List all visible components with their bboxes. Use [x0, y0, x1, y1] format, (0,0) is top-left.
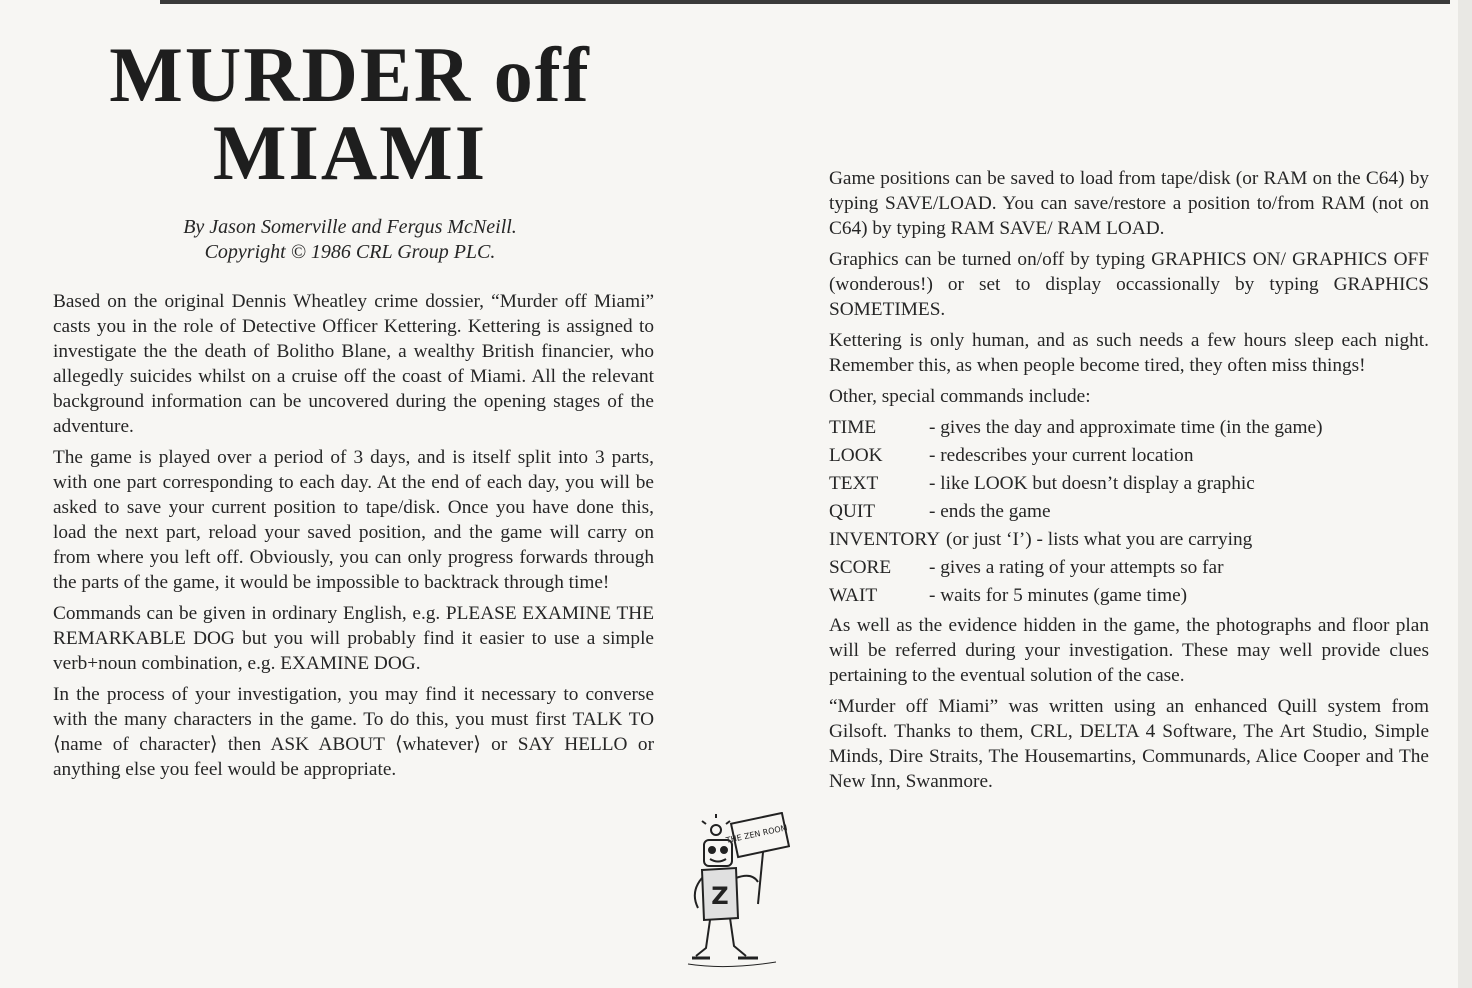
command-row — [829, 583, 1429, 608]
author-credit: By Jason Somerville and Fergus McNeill. — [183, 216, 517, 238]
left-column — [53, 289, 654, 788]
command-row — [829, 527, 1429, 552]
paragraph-credits: “Murder off Miami” was written using an enhanced Quill system from Gilsoft. Thanks to them, CRL, DELTA 4 Software, The Art Studio, Simple Minds, Dire Straits, The Housemartins, Communards, Alice Cooper and The New Inn, Swanmore. — [829, 696, 1429, 792]
byline — [50, 215, 650, 265]
title-line-2: MIAMI — [212, 109, 488, 196]
mascot-chest-letter: Z — [711, 882, 729, 910]
command-desc: - waits for 5 minutes (game time) — [929, 585, 1188, 606]
paragraph-evidence: As well as the evidence hidden in the game, the photographs and floor plan will be referred during your investigation. These may well provide clues pertaining to the eventual solution of the case. — [829, 615, 1429, 686]
scan-top-edge — [160, 0, 1450, 4]
command-row — [829, 499, 1429, 524]
command-desc: - ends the game — [929, 501, 1051, 522]
command-key: QUIT — [829, 501, 876, 522]
zen-room-mascot-icon — [686, 812, 790, 970]
command-desc: - gives the day and approximate time (in the game) — [929, 417, 1323, 438]
paragraph-commands: Commands can be given in ordinary English, e.g. PLEASE EXAMINE THE REMARKABLE DOG but you will probably find it easier to use a simple verb+noun combination, e.g. EXAMINE DOG. — [53, 603, 654, 674]
command-desc: - redescribes your current location — [929, 445, 1194, 466]
command-key: TIME — [829, 417, 877, 438]
command-row — [829, 415, 1429, 440]
command-row — [829, 443, 1429, 468]
command-key: LOOK — [829, 445, 883, 466]
right-column — [829, 166, 1429, 800]
command-key: TEXT — [829, 473, 879, 494]
paragraph-sleep: Kettering is only human, and as such needs a few hours sleep each night. Remember this, as when people become tired, they often miss things! — [829, 330, 1429, 376]
mascot-sign-text: THE ZEN ROOM — [725, 823, 789, 846]
command-key: INVENTORY — [829, 529, 941, 550]
scan-right-edge — [1458, 0, 1472, 988]
command-desc: (or just ‘I’) - lists what you are carrying — [946, 529, 1253, 550]
paragraph-game-parts: The game is played over a period of 3 days, and is itself split into 3 parts, with one part corresponding to each day. At the end of each day, you will be asked to save your current position to tape/disk. Once you have done this, load the next part, reload your saved position, and the game will carry on from where you left off. Obviously, you can only progress forwards through the parts of the game, it would be impossible to backtrack through time! — [53, 447, 654, 593]
command-list — [829, 415, 1429, 608]
copyright-notice: Copyright © 1986 CRL Group PLC. — [204, 241, 496, 263]
paragraph-characters: In the process of your investigation, you may find it necessary to converse with the many characters in the game. To do this, you must first TALK TO ⟨name of character⟩ then ASK ABOUT ⟨whatever⟩ or SAY HELLO or anything else you feel would be appropriate. — [53, 684, 654, 780]
command-row — [829, 471, 1429, 496]
paragraph-special-commands: Other, special commands include: — [829, 386, 1091, 407]
command-key: WAIT — [829, 585, 878, 606]
command-row — [829, 555, 1429, 580]
command-desc: - like LOOK but doesn’t display a graphic — [929, 473, 1255, 494]
paragraph-graphics: Graphics can be turned on/off by typing GRAPHICS ON/ GRAPHICS OFF (wonderous!) or set to display occassionally by typing GRAPHICS SOMETIMES. — [829, 249, 1429, 320]
title-line-1: MURDER off — [109, 31, 591, 118]
paragraph-intro: Based on the original Dennis Wheatley crime dossier, “Murder off Miami” casts you in the role of Detective Officer Kettering. Kettering is assigned to investigate the the death of Bolitho Blane, a wealthy British financier, who allegedly suicides whilst on a cruise off the coast of Miami. All the relevant background information can be uncovered during the opening stages of the adventure. — [53, 291, 654, 437]
paragraph-saving: Game positions can be saved to load from tape/disk (or RAM on the C64) by typing SAVE/LOAD. You can save/restore a position to/from RAM (not on C64) by typing RAM SAVE/ RAM LOAD. — [829, 168, 1429, 239]
command-desc: - gives a rating of your attempts so far — [929, 557, 1224, 578]
page-title — [50, 31, 650, 196]
command-key: SCORE — [829, 557, 892, 578]
